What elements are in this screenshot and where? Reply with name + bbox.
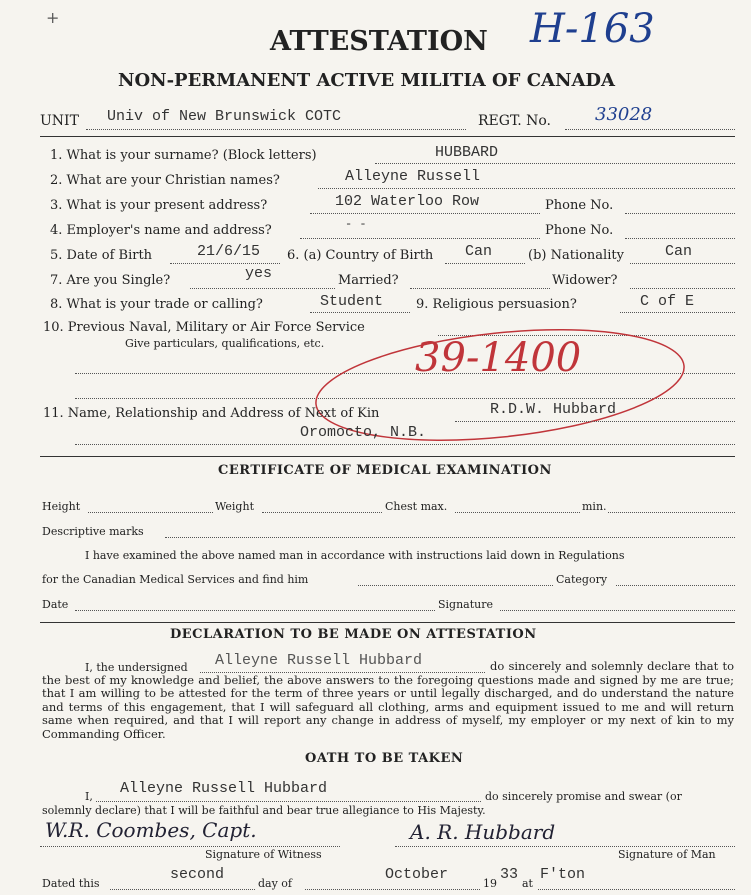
man-signature: A. R. Hubbard (410, 820, 556, 844)
declarant-name: Alleyne Russell Hubbard (215, 652, 423, 669)
signature-label: Signature (438, 598, 494, 611)
country-of-birth-value: Can (465, 243, 493, 260)
q8-label: 8. What is your trade or calling? (50, 297, 263, 312)
medical-text-1: I have examined the above named man in accordance with instructions laid down in Regulations (85, 549, 625, 562)
declaration-prefix: I, the undersigned (85, 661, 188, 674)
dated-label: Dated this (42, 877, 100, 890)
q5-label: 5. Date of Birth (50, 248, 153, 263)
address-value: 102 Waterloo Row (335, 193, 480, 210)
oath-title: OATH TO BE TAKEN (305, 751, 464, 766)
next-of-kin-value: R.D.W. Hubbard (490, 401, 617, 418)
dob-value: 21/6/15 (197, 243, 261, 260)
day-value: second (170, 866, 225, 883)
file-number: H-163 (530, 6, 655, 52)
married-label: Married? (338, 273, 399, 288)
q10-label: 10. Previous Naval, Military or Air Force Service (43, 320, 365, 335)
year-value: 33 (500, 866, 519, 883)
q6b-label: (b) Nationality (528, 248, 624, 263)
place-value: F'ton (540, 866, 586, 883)
q4-label: 4. Employer's name and address? (50, 223, 272, 238)
q10-sublabel: Give particulars, qualifications, etc. (125, 337, 325, 350)
date-label: Date (42, 598, 69, 611)
widower-label: Widower? (552, 273, 618, 288)
unit-value: Univ of New Brunswick COTC (107, 108, 342, 125)
q4-phone-label: Phone No. (545, 223, 614, 238)
at-label: at (522, 877, 533, 890)
man-label: Signature of Man (618, 848, 716, 861)
q7-label: 7. Are you Single? (50, 273, 171, 288)
surname-value: HUBBARD (435, 144, 499, 161)
regt-label: REGT. No. (478, 113, 552, 129)
height-label: Height (42, 500, 81, 513)
oath-name: Alleyne Russell Hubbard (120, 780, 328, 797)
red-annotation: 39-1400 (415, 335, 582, 381)
month-value: October (385, 866, 449, 883)
q2-label: 2. What are your Christian names? (50, 173, 280, 188)
chest-label: Chest max. (385, 500, 448, 513)
oath-prefix: I, (85, 790, 93, 803)
day-of-label: day of (258, 877, 293, 890)
next-of-kin-address: Oromocto, N.B. (300, 424, 427, 441)
weight-label: Weight (215, 500, 254, 513)
religion-value: C of E (640, 293, 695, 310)
descriptive-marks-label: Descriptive marks (42, 525, 144, 538)
witness-label: Signature of Witness (205, 848, 322, 861)
nationality-value: Can (665, 243, 693, 260)
oath-text-1: do sincerely promise and swear (or (485, 790, 682, 803)
q1-label: 1. What is your surname? (Block letters) (50, 148, 317, 163)
declaration-title: DECLARATION TO BE MADE ON ATTESTATION (170, 627, 537, 642)
category-label: Category (556, 573, 608, 586)
form-subtitle: NON-PERMANENT ACTIVE MILITIA OF CANADA (118, 70, 615, 91)
year-prefix: 19 (483, 877, 497, 890)
single-value: yes (245, 265, 273, 282)
form-title: ATTESTATION (270, 26, 488, 57)
min-label: min. (582, 500, 607, 513)
trade-value: Student (320, 293, 384, 310)
declaration-text: do sincerely and solemnly declare that to the best of my knowledge and belief, the above answers to the foregoing questions made and signed by me are true; that I am willing to be attested for the term of three years or until legally discharged, and do understand the nature and terms of this engagement, that I will safeguard all clothing, arms and equipment issued to me and will return same when required, and that I will report any change in address of myself, my employer or my next of kin to my Commanding Officer. (42, 659, 734, 741)
q3-label: 3. What is your present address? (50, 198, 268, 213)
medical-text-2: for the Canadian Medical Services and find him (42, 573, 309, 586)
regt-value: 33028 (595, 104, 653, 125)
q11-label: 11. Name, Relationship and Address of Next of Kin (43, 406, 380, 421)
q6a-label: 6. (a) Country of Birth (287, 248, 434, 263)
q9-label: 9. Religious persuasion? (416, 297, 577, 312)
christian-names-value: Alleyne Russell (345, 168, 481, 185)
cross-mark: + (46, 8, 60, 27)
oath-text-2: solemnly declare) that I will be faithful and bear true allegiance to His Majesty. (42, 804, 486, 817)
employer-value: - - (345, 217, 367, 231)
medical-title: CERTIFICATE OF MEDICAL EXAMINATION (218, 463, 552, 478)
q3-phone-label: Phone No. (545, 198, 614, 213)
witness-signature: W.R. Coombes, Capt. (45, 818, 257, 842)
unit-label: UNIT (40, 113, 79, 129)
